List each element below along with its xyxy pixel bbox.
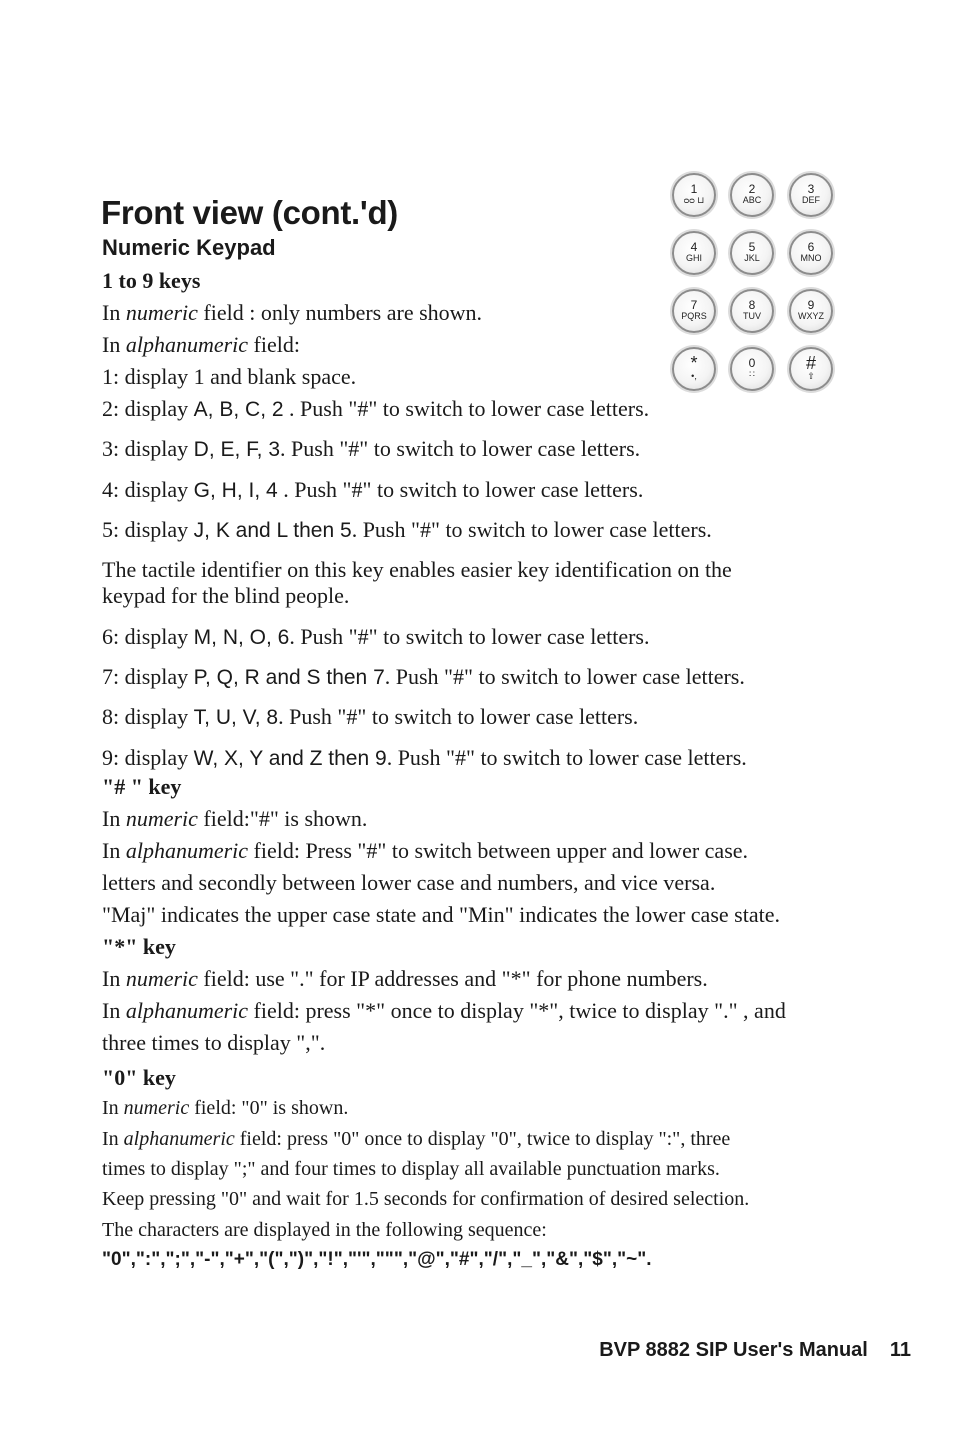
- keypad-key-number: 4: [690, 240, 698, 254]
- zero-line-5: The characters are displayed in the following sequence:: [102, 1219, 547, 1241]
- keypad-key-letters: PQRS: [681, 311, 707, 321]
- keypad-key-letters: MNO: [800, 253, 822, 263]
- keypad-key-number: 9: [807, 298, 815, 312]
- keypad-key: [672, 231, 716, 275]
- keypad-key-letters: WXYZ: [798, 311, 824, 321]
- heading-1-to-9-keys: 1 to 9 keys: [102, 268, 201, 293]
- key-3-description: 3: display D, E, F, 3. Push "#" to switch to lower case letters.: [102, 436, 641, 461]
- hash-alphanumeric-line: In alphanumeric field: Press "#" to switch between upper and lower case.: [102, 838, 749, 863]
- keypad-key-number: #: [805, 353, 816, 373]
- page-footer: [599, 1339, 911, 1362]
- tactile-note-line-2: keypad for the blind people.: [102, 583, 350, 608]
- hash-line-3: letters and secondly between lower case and numbers, and vice versa.: [102, 870, 716, 895]
- keypad-key-number: 0: [748, 356, 756, 370]
- keypad-key: [789, 347, 833, 391]
- alphanumeric-field-line: In alphanumeric field:: [102, 332, 300, 357]
- keypad-key-number: 5: [748, 240, 756, 254]
- keypad-key-letters: ∷: [749, 369, 755, 379]
- keypad-key: [730, 347, 774, 391]
- section-subtitle: Numeric Keypad: [102, 235, 276, 260]
- key-9-description: 9: display W, X, Y and Z then 9. Push "#" to switch to lower case letters.: [102, 745, 747, 770]
- keypad-key: [730, 173, 774, 217]
- keypad-key: [672, 289, 716, 333]
- keypad-key-letters: DEF: [802, 195, 820, 205]
- star-alphanumeric-line: In alphanumeric field: press "*" once to display "*", twice to display "." , and: [102, 998, 786, 1023]
- keypad-key-number: *: [690, 353, 698, 373]
- heading-star-key: "*" key: [102, 934, 176, 959]
- zero-line-4: Keep pressing "0" and wait for 1.5 seconds for confirmation of desired selection.: [102, 1188, 750, 1210]
- keypad-key-letters: TUV: [743, 311, 761, 321]
- keypad-key-letters: ⇧: [807, 371, 815, 381]
- numeric-field-line: In numeric field : only numbers are shown.: [102, 300, 483, 325]
- keypad-key-number: 2: [748, 182, 756, 196]
- keypad-key: [789, 173, 833, 217]
- keypad-key: [730, 289, 774, 333]
- tactile-note-line-1: The tactile identifier on this key enables easier key identification on the: [102, 557, 732, 582]
- hash-line-4: "Maj" indicates the upper case state and "Min" indicates the lower case state.: [102, 902, 780, 927]
- keypad-key: [672, 347, 716, 391]
- keypad-key-number: 1: [690, 182, 698, 196]
- page-title: Front view (cont.'d): [101, 194, 398, 231]
- key-2-description: 2: display A, B, C, 2 . Push "#" to switch to lower case letters.: [102, 396, 650, 421]
- keypad-key: [789, 231, 833, 275]
- heading-hash-key: "# " key: [102, 774, 182, 799]
- key-8-description: 8: display T, U, V, 8. Push "#" to switch to lower case letters.: [102, 704, 639, 729]
- keypad-key: [730, 231, 774, 275]
- key-1-description: 1: display 1 and blank space.: [102, 364, 357, 389]
- key-6-description: 6: display M, N, O, 6. Push "#" to switch to lower case letters.: [102, 624, 650, 649]
- zero-line-3: times to display ";" and four times to display all available punctuation marks.: [102, 1158, 720, 1180]
- key-7-description: 7: display P, Q, R and S then 7. Push "#" to switch to lower case letters.: [102, 664, 745, 689]
- manual-title: BVP 8882 SIP User's Manual: [599, 1339, 868, 1361]
- hash-numeric-line: In numeric field:"#" is shown.: [102, 806, 368, 831]
- star-numeric-line: In numeric field: use "." for IP addresses and "*" for phone numbers.: [102, 966, 708, 991]
- keypad-key-letters: ᴑᴑ ⊔: [683, 195, 705, 205]
- keypad-key-letters: GHI: [685, 253, 702, 263]
- zero-numeric-line: In numeric field: "0" is shown.: [102, 1097, 349, 1119]
- keypad-key-number: 6: [807, 240, 815, 254]
- heading-zero-key: "0" key: [102, 1065, 176, 1090]
- keypad-key-number: 3: [807, 182, 815, 196]
- star-line-3: three times to display ",".: [102, 1030, 326, 1055]
- keypad-key: [789, 289, 833, 333]
- keypad-key: [672, 173, 716, 217]
- keypad-key-letters: ABC: [742, 195, 762, 205]
- page-number: 11: [889, 1339, 911, 1361]
- zero-alphanumeric-line: In alphanumeric field: press "0" once to display "0", twice to display ":", three: [102, 1128, 731, 1150]
- key-5-description: 5: display J, K and L then 5. Push "#" to switch to lower case letters.: [102, 517, 712, 542]
- keypad-key-number: 7: [690, 298, 698, 312]
- punctuation-sequence: "0",":",";","-","+","(",")","!","'",""","@","#","/","_","&","$","~".: [102, 1249, 652, 1270]
- keypad-key-number: 8: [748, 298, 756, 312]
- keypad-key-letters: •,: [691, 371, 697, 381]
- key-4-description: 4: display G, H, I, 4 . Push "#" to switch to lower case letters.: [102, 477, 644, 502]
- keypad-key-letters: JKL: [744, 253, 760, 263]
